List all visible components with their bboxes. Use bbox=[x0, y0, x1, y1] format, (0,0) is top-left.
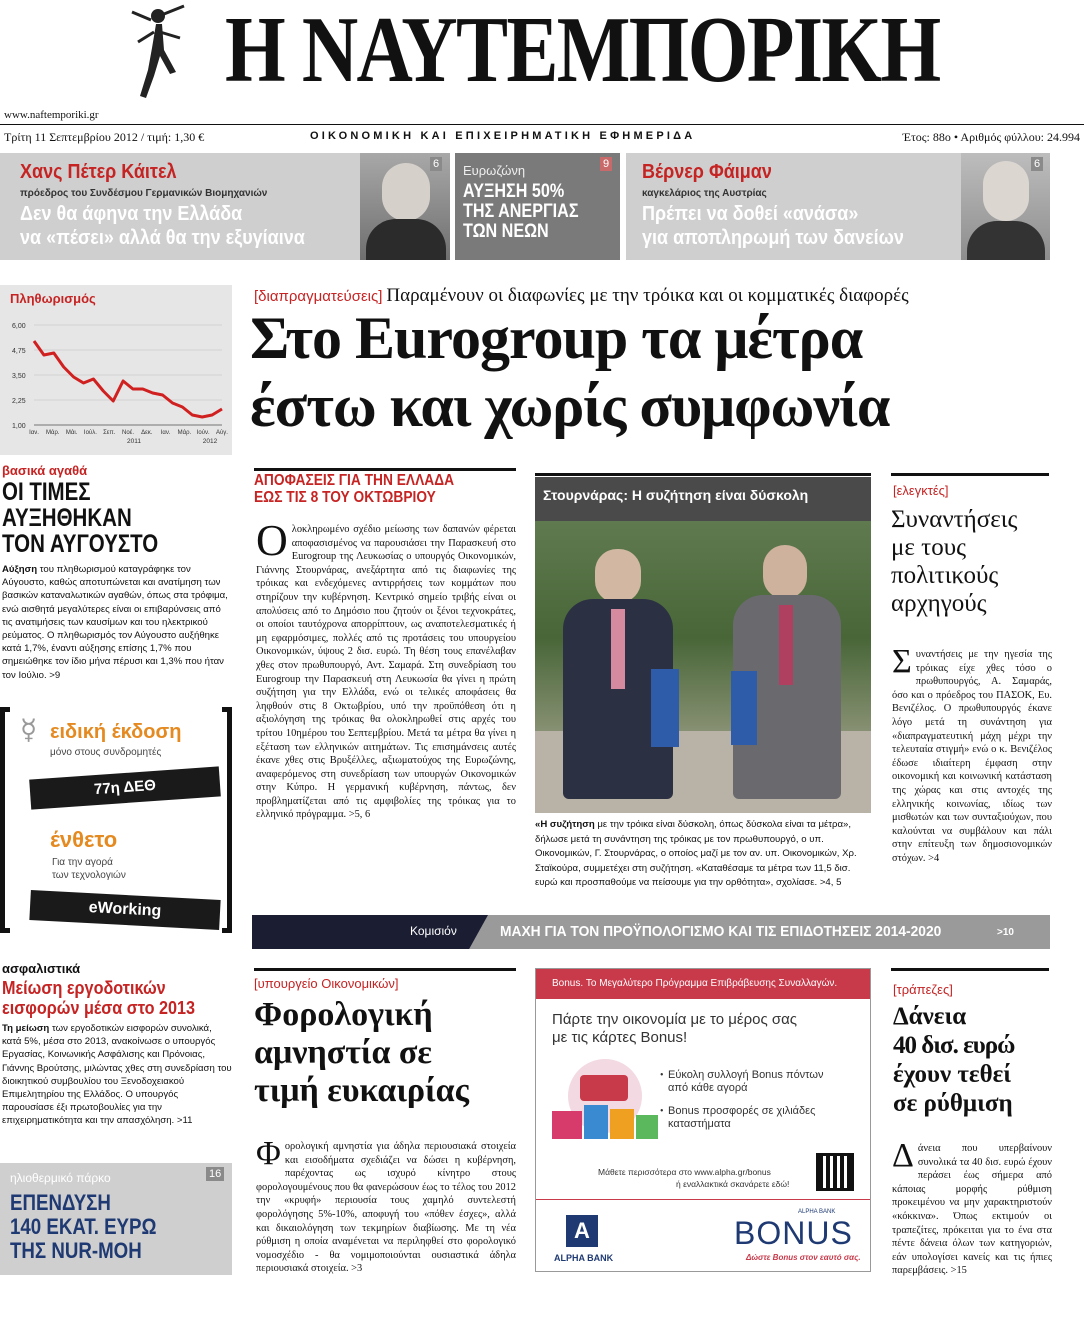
main-dropcap: Ο bbox=[256, 516, 288, 565]
ad-bullet-2 bbox=[668, 1105, 815, 1131]
park-headline-3: ΤΗΣ NUR-MOH bbox=[10, 1238, 142, 1263]
auditors-headline-3: πολιτικούς bbox=[891, 562, 999, 589]
promo-title-2: ένθετο bbox=[50, 827, 118, 852]
promo-box[interactable] bbox=[0, 707, 232, 933]
teaser-unemployment-line-3: ΤΩΝ ΝΕΩΝ bbox=[463, 221, 549, 242]
ad-top-text: Bonus. Το Μεγαλύτερο Πρόγραμμα Επιβράβευσης Συναλλαγών. bbox=[552, 978, 838, 989]
right-rule bbox=[891, 473, 1049, 476]
teaser-keitel-quote-2: να «πέσει» αλλά θα την εξυγίαινα bbox=[20, 227, 305, 249]
masthead-rule bbox=[0, 124, 1084, 125]
chart-year-label: 2012 bbox=[202, 438, 218, 445]
teaser-keitel-quote-1: Δεν θα άφηνα την Ελλάδα bbox=[20, 203, 243, 225]
auditors-dropcap: Σ bbox=[892, 643, 912, 680]
tax-body: ορολογική αμνηστία για άδηλα περιουσιακά στοιχεία και εισοδήματα σχεδιάζει να δώσει η κυβέρνηση, παρέχοντας ως ισχυρό κίνητρο στους φορολογουμένους που θα φανερώσουν έως το τέλος του 2012 την «κρυφή» περιουσία τους χαμηλό συντελεστή φορολόγησης 5%-10%, αποφυγή του «πόθεν έσχες», αλλά και δικαιολόγηση των τεκμηρίων διαβίωσης. Με τη νέα ρύθμιση η οποία αναμένεται να περιληφθεί στο φορολογικό νομοσχέδιο - θα νομιμοποιούνται ουσιαστικά άδηλα περιουσιακά στοιχεία. >3 bbox=[256, 1141, 516, 1275]
promo-subtitle-2a: Για την αγορά bbox=[52, 857, 113, 868]
solar-park-teaser[interactable] bbox=[0, 1163, 232, 1275]
alpha-bank-name: ALPHA BANK bbox=[554, 1253, 614, 1263]
masthead-title: Η ΝΑΥΤΕΜΠΟΡΙΚΗ bbox=[225, 0, 940, 102]
ad-graphic bbox=[550, 1059, 660, 1151]
auditors-tag: [ελεγκτές] bbox=[893, 483, 949, 498]
chart-xtick-label: Σεπ. bbox=[103, 430, 116, 436]
teaser-faymann-role: καγκελάριος της Αυστρίας bbox=[642, 188, 767, 199]
chart-xtick-label: Μάρ. bbox=[177, 430, 192, 436]
loans-headline-4: σε ρύθμιση bbox=[893, 1090, 1013, 1117]
chart-xtick-label: Μάρ. bbox=[46, 430, 60, 436]
tax-article bbox=[256, 1135, 516, 1276]
chart-xtick-label: Αύγ. bbox=[216, 430, 228, 436]
chart-xtick-label: Μάι. bbox=[65, 430, 78, 436]
promo-eworking-label: eWorking bbox=[88, 899, 162, 920]
alpha-bank-logo-icon: A bbox=[566, 1215, 598, 1247]
hermes-icon bbox=[118, 2, 198, 102]
commission-banner[interactable] bbox=[252, 915, 1050, 949]
loans-tag: [τράπεζες] bbox=[893, 982, 953, 997]
teaser-unemployment-kicker: Ευρωζώνη bbox=[463, 163, 526, 178]
main-article-rule bbox=[254, 468, 516, 471]
chart-title: Πληθωρισμός bbox=[10, 291, 96, 306]
teaser-keitel-role: πρόεδρος του Συνδέσμου Γερμανικών Βιομηχανιών bbox=[20, 188, 268, 199]
teaser-keitel-name: Χανς Πέτερ Κάιτελ bbox=[20, 161, 177, 183]
teaser-faymann[interactable] bbox=[626, 153, 1050, 260]
promo-title: ειδική έκδοση bbox=[50, 721, 182, 743]
main-article bbox=[256, 516, 516, 822]
auditors-headline-1: Συναντήσεις bbox=[891, 506, 1018, 533]
tax-headline-1: Φορολογική bbox=[254, 996, 433, 1033]
photo-rule bbox=[535, 473, 871, 476]
tax-dropcap: Φ bbox=[256, 1135, 281, 1172]
banner-text: ΜΑΧΗ ΓΙΑ ΤΟΝ ΠΡΟΫΠΟΛΟΓΙΣΜΟ ΚΑΙ ΤΙΣ ΕΠΙΔΟΤΗΣΕΙΣ 2014-2020 bbox=[500, 923, 942, 940]
photo-header: Στουρνάρας: Η συζήτηση είναι δύσκολη bbox=[543, 487, 809, 503]
hermes-small-icon: ☿ bbox=[20, 715, 38, 746]
chart-ytick-label: 4,75 bbox=[12, 348, 26, 355]
ad-bullet-2a: Bonus προσφορές σε χιλιάδες bbox=[668, 1105, 816, 1117]
ad-head-2: με τις κάρτες Bonus! bbox=[552, 1029, 688, 1046]
chart-ytick-label: 6,00 bbox=[12, 323, 26, 330]
teaser-faymann-name: Βέρνερ Φάιμαν bbox=[642, 161, 772, 183]
promo-eworking-button[interactable] bbox=[29, 890, 220, 930]
insurance-headline-2: εισφορών μέσα στο 2013 bbox=[2, 998, 196, 1018]
loans-dropcap: Δ bbox=[892, 1137, 914, 1174]
auditors-headline-2: με τους bbox=[891, 534, 966, 561]
caption-text: με την τρόικα είναι δύσκολη, όπως δύσκολα είναι τα μέτρα», δήλωσε μετά τη συνάντηση της τρόικας με τον πρωθυπουργό, ο υπ. Οικονομικών, Γ. Στουρνάρας, ο οποίος μαζί με τον αν. υπ. Οικονομικών, Χρ. Σταϊκούρα, συμμετέχει στη συζήτηση. «Καταθέσαμε τα μέτρα των 11,5 δισ. ευρώ και προσπαθούμε να πείσουμε για την ορθότητα», σχολίασε. >4, 5 bbox=[535, 819, 857, 889]
chart-xtick-label: Ιούν. bbox=[196, 430, 210, 436]
insurance-kicker: ασφαλιστικά bbox=[2, 961, 81, 976]
loans-rule bbox=[891, 968, 1049, 971]
bonus-logo: BONUS bbox=[734, 1215, 853, 1251]
goods-headline-3: ΤΟΝ ΑΥΓΟΥΣΤΟ bbox=[2, 530, 159, 558]
tax-tag: [υπουργείο Οικονομικών] bbox=[254, 976, 399, 991]
masthead-subtitle: ΟΙΚΟΝΟΜΙΚΗ ΚΑΙ ΕΠΙΧΕΙΡΗΜΑΤΙΚΗ ΕΦΗΜΕΡΙΔΑ bbox=[310, 130, 696, 142]
teaser-unemployment-page[interactable]: 9 bbox=[600, 157, 612, 171]
ad-bullet-1b: από κάθε αγορά bbox=[668, 1082, 748, 1094]
bonus-slogan: Δώστε Bonus στον εαυτό σας. bbox=[746, 1253, 861, 1262]
auditors-article bbox=[892, 643, 1052, 866]
teaser-faymann-quote-2: για αποπληρωμή των δανείων bbox=[642, 227, 904, 249]
site-url[interactable]: www.naftemporiki.gr bbox=[4, 109, 99, 121]
chart-xtick-label: Δεκ. bbox=[141, 430, 153, 436]
chart-series-line bbox=[34, 341, 222, 417]
ad-head-1: Πάρτε την οικονομία με το μέρος σας bbox=[552, 1011, 798, 1028]
main-body: λοκληρωμένο σχέδιο μείωσης των δαπανών φέρεται αποφασισμένος να παρουσιάσει την Παρασκευή στο Eurogroup της Λευκωσίας ο υπουργός Οικονομικών, Γιάννης Στουρνάρας, ανεξάρτητα από τις διαφωνίες της τρόικας και ενδεχόμενες αντιρρήσεις των κομμάτων που στηρίζουν την κυβέρνηση. Κεντρικό σημείο τριβής είναι οι απολύσεις από το Δημόσιο που ζητούν οι ξένοι τεχνοκράτες, οι οποίοι ταυτόχρονα απορρίπτουν, ως αναποτελεσματικές ή μη εφαρμόσιμες, πολλές από τις προτάσεις του υπουργείου Οικονομικών, ύψους 2 δισ. ευρώ. Τη θέση τους επανέλαβαν χθες στον πρωθυπουργό, Αντ. Σαμαρά. Στη συνεδρίαση του Eurogroup την Παρασκευή στη Λευκωσία θα γίνει η πρώτη συζήτηση για την Ελλάδα, ενώ οι τελικές αποφάσεις θα ληφθούν στις 8 Οκτωβρίου, υπό την προϋπόθεση ότι η αξιολόγηση της τρόικας θα ολοκληρωθεί στις αρχές του τρίτου 10ημέρου του Σεπτεμβρίου. Μετά τα μέτρα θα γίνει η εξέταση των ελληνικών αιτημάτων. Τις επισημάνσεις αυτές έκανε χθες στις Βρυξέλλες, αξιωματούχος της Ευρωζώνης, αναφερόμενος στη συνεδρίαση των υπουργών Οικονομικών στην Κύπρο. Η γερμανική κυβέρνηση, πάντως, δεν προβληματίζεται από τις αμφιβολίες της τρόικας για το ελληνικό πρόγραμμα. >5, 6 bbox=[256, 524, 516, 821]
promo-deth-button[interactable] bbox=[29, 766, 221, 809]
ad-bullet-1 bbox=[668, 1069, 823, 1095]
main-tag: [διαπραγματεύσεις] bbox=[254, 288, 383, 305]
caption-lead: «Η συζήτηση bbox=[535, 819, 595, 830]
tax-rule bbox=[254, 968, 516, 971]
goods-headline-1: ΟΙ ΤΙΜΕΣ bbox=[2, 478, 91, 506]
teaser-unemployment-line-2: ΤΗΣ ΑΝΕΡΓΙΑΣ bbox=[463, 201, 579, 222]
promo-bracket-left bbox=[0, 707, 10, 933]
date-price: Τρίτη 11 Σεπτεμβρίου 2012 / τιμή: 1,30 € bbox=[4, 130, 205, 144]
chart-xtick-label: Ιαν. bbox=[29, 430, 39, 436]
main-headline-2: έστω και χωρίς συμφωνία bbox=[250, 373, 890, 439]
qr-code-icon[interactable] bbox=[816, 1153, 854, 1191]
ad-topbar bbox=[536, 969, 870, 999]
ad-divider bbox=[536, 1199, 870, 1200]
loans-headline-2: 40 δισ. ευρώ bbox=[893, 1032, 1015, 1059]
park-page[interactable]: 16 bbox=[206, 1167, 224, 1181]
goods-kicker: βασικά αγαθά bbox=[2, 463, 88, 478]
teaser-faymann-quote-1: Πρέπει να δοθεί «ανάσα» bbox=[642, 203, 859, 225]
insurance-article bbox=[2, 1022, 232, 1128]
promo-subtitle-2b: των τεχνολογιών bbox=[52, 870, 126, 881]
goods-text: του πληθωρισμού καταγράφηκε τον Αύγουστο, καθώς αποτυπώνεται και ανατίμηση των βασικών καταναλωτικών αγαθών, όπως στα τρόφιμα, ενώ αισθητά μεγαλύτερες είναι οι επιβαρύνσεις από τις ανατιμήσεις των καυσίμων και του ηλεκτρικού ρεύματος. Ο πληθωρισμός τον Αύγουστο αυξήθηκε κατά 1,7%, έναντι αύξησης επίσης 1,7% που σημειώθηκε τον ίδιο μήνα πέρυσι και 1,3% που ήταν τον Ιούλιο. >9 bbox=[2, 564, 228, 681]
ad-more-1[interactable]: Μάθετε περισσότερα στο www.alpha.gr/bonus bbox=[598, 1167, 771, 1177]
chart-ytick-label: 1,00 bbox=[12, 423, 26, 430]
bonus-brand-small: ALPHA BANK bbox=[798, 1209, 836, 1215]
issue-info: Έτος: 88ο • Αριθμός φύλλου: 24.994 bbox=[902, 130, 1080, 144]
insurance-headline-1: Μείωση εργοδοτικών bbox=[2, 978, 166, 998]
main-kicker: Παραμένουν οι διαφωνίες με την τρόικα και οι κομματικές διαφορές bbox=[386, 285, 909, 306]
park-kicker: ηλιοθερμικό πάρκο bbox=[10, 1171, 111, 1185]
goods-article bbox=[2, 563, 232, 682]
tax-headline-3: τιμή ευκαιρίας bbox=[254, 1072, 469, 1109]
auditors-body: υναντήσεις με την ηγεσία της τρόικας είχε χθες τόσο ο πρωθυπουργός, Α. Σαμαράς, όσο και ο πρόεδρος του ΠΑΣΟΚ, Ευ. Βενιζέλος. Ο πρωθυπουργός έκανε λόγο μετά τη συνάντηση για «διαπραγματευτική μάχη μέχρι την τελευταία στιγμή» ενώ ο κ. Βενιζέλος έδωσε ιδιαίτερη έμφαση στην οικονομική και κοινωνική κατάσταση της χώρας και στις αντοχές της ελληνικής κοινωνίας, ιδίως των μισθωτών και των συνταξιούχων, που καλούνται να συμβάλουν και πάλι στην επίτευξη των δημοσιονομικών στόχων. >4 bbox=[892, 649, 1052, 864]
insurance-text: των εργοδοτικών εισφορών συνολικά, κατά 5%, μέσα στο 2013, ανακοίνωσε ο υπουργός Εργασίας, Κοινωνικής Ασφάλισης και Πρόνοιας, Γιάννης Βρούτσης, μιλώντας χθες στη συνεδρίαση του διοικητικού συμβουλίου του Ξενοδοχειακού Επιμελητηρίου της Ελλάδος. Ο υπουργός παρουσίασε έξι πρωτοβουλίες για την επιχειρηματικότητα και την απασχόληση. >11 bbox=[2, 1023, 232, 1127]
park-headline-1: ΕΠΕΝΔΥΣΗ bbox=[10, 1190, 111, 1215]
chart-xtick-label: Ιούλ. bbox=[83, 430, 97, 436]
chart-xtick-label: Ιαν. bbox=[160, 430, 171, 436]
chart-xtick-label: Νοέ. bbox=[121, 430, 135, 436]
goods-headline-2: ΑΥΞΗΘΗΚΑΝ bbox=[2, 504, 132, 532]
hermes-logo bbox=[118, 2, 198, 102]
ad-more-2: ή εναλλακτικά σκανάρετε εδώ! bbox=[676, 1179, 790, 1189]
promo-bracket-right bbox=[222, 707, 232, 933]
goods-lead: Αύξηση bbox=[2, 564, 38, 575]
auditors-headline-4: αρχηγούς bbox=[891, 590, 987, 617]
photo-header-bar bbox=[535, 477, 871, 521]
teaser-unemployment[interactable] bbox=[455, 153, 620, 260]
teaser-keitel-page[interactable]: 6 bbox=[430, 157, 442, 171]
tax-headline-2: αμνηστία σε bbox=[254, 1034, 432, 1071]
photo-caption bbox=[535, 818, 871, 891]
bonus-ad[interactable] bbox=[535, 968, 871, 1272]
ad-bullet-dot-2: • bbox=[660, 1106, 664, 1117]
park-headline-2: 140 ΕΚΑΤ. ΕΥΡΩ bbox=[10, 1214, 157, 1239]
teaser-keitel[interactable] bbox=[0, 153, 450, 260]
teaser-unemployment-line-1: ΑΥΞΗΣΗ 50% bbox=[463, 181, 565, 202]
loans-headline-1: Δάνεια bbox=[893, 1003, 967, 1030]
chart-plot bbox=[0, 285, 232, 455]
inflation-chart bbox=[0, 285, 232, 455]
main-headline-1: Στο Eurogroup τα μέτρα bbox=[250, 305, 863, 371]
banner-label: Κομισιόν bbox=[410, 924, 457, 938]
loans-body: άνεια που υπερβαίνουν συνολικά τα 40 δισ. ευρώ έχουν περάσει έως σήμερα από κάποιας μορφής ρύθμιση προκειμένου να μην χαρακτηριστούν «κόκκινα». Όπως εκτιμούν οι τραπεζίτες, πρόκειται για το ένα στα πέντε δάνεια όλων των κατηγοριών, εάν υπολογίσει κανείς και τις ήπιες παρεμβάσεις. >15 bbox=[892, 1143, 1052, 1277]
loans-headline-3: έχουν τεθεί bbox=[893, 1061, 1012, 1088]
loans-article bbox=[892, 1137, 1052, 1278]
main-kicker-line bbox=[254, 285, 909, 307]
promo-subtitle: μόνο στους συνδρομητές bbox=[50, 747, 162, 758]
teaser-faymann-page[interactable]: 6 bbox=[1031, 157, 1043, 171]
banner-page[interactable]: >10 bbox=[997, 927, 1014, 938]
insurance-lead: Τη μείωση bbox=[2, 1023, 50, 1034]
chart-year-label: 2011 bbox=[127, 438, 141, 445]
main-photo bbox=[535, 521, 871, 813]
chart-ytick-label: 3,50 bbox=[12, 373, 26, 380]
main-subhead-1: ΑΠΟΦΑΣΕΙΣ ΓΙΑ ΤΗΝ ΕΛΛΑΔΑ bbox=[254, 472, 455, 489]
main-subhead-2: ΕΩΣ ΤΙΣ 8 ΤΟΥ ΟΚΤΩΒΡΙΟΥ bbox=[254, 489, 436, 506]
chart-ytick-label: 2,25 bbox=[12, 398, 26, 405]
ad-bullet-1a: Εύκολη συλλογή Bonus πόντων bbox=[668, 1069, 824, 1081]
ad-bullet-dot-1: • bbox=[660, 1070, 664, 1081]
promo-deth-label: 77η ΔΕΘ bbox=[93, 776, 157, 799]
ad-bullet-2b: καταστήματα bbox=[668, 1118, 731, 1130]
